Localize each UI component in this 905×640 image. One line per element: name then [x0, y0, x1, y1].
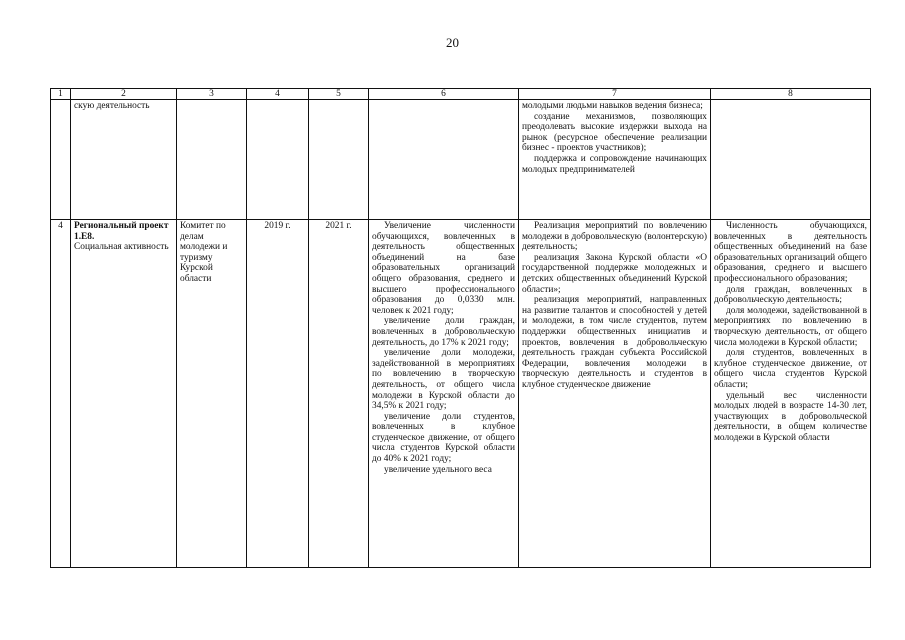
cell-measures	[519, 220, 711, 568]
indicator-item: удельный вес численности молодых людей в возрасте 14-30 лет, участвующих в добровольческой деятельности, в общем количестве молодежи в Курской области	[714, 390, 867, 443]
result-item: увеличение доли граждан, вовлеченных в добровольческую деятельность, до 17% к 2021 году;	[372, 316, 515, 348]
project-title: Региональный проект 1.Е8.	[74, 221, 169, 242]
header-cell-3: 3	[177, 89, 247, 100]
indicator-item: доля граждан, вовлеченных в добровольческую деятельность;	[714, 284, 867, 306]
result-item: увеличение удельного веса	[384, 464, 492, 475]
header-cell-1: 1	[51, 89, 71, 100]
indicator-item: Численность обучающихся, вовлеченных в деятельность общественных объединений на базе образовательных организаций общего образования, среднего и высшего профессионального образования;	[714, 221, 867, 284]
result-item: увеличение доли молодежи, задействованной в мероприятиях по вовлечению в творческую деятельность, от общего числа молодежи в Курской области до 34,5% к 2021 году;	[372, 348, 515, 412]
measure-item: создание механизмов, позволяющих преодолевать высокие издержки выхода на рынок (ресурсное обеспечение реализации бизнес - проектов участников);	[522, 111, 707, 154]
cell-expected-results	[369, 100, 519, 220]
header-cell-8: 8	[711, 89, 871, 100]
cell-number: 4	[51, 220, 71, 568]
measure-item: Реализация мероприятий по вовлечению молодежи в добровольческую (волонтерскую) деятельность;	[522, 221, 707, 253]
indicator-item: доля студентов, вовлеченных в клубное студенческое движение, от общего числа студентов Курской области;	[714, 348, 867, 390]
cell-responsible	[177, 100, 247, 220]
cell-expected-results	[369, 220, 519, 568]
cell-project-name: скую деятельность	[71, 100, 177, 220]
cell-end-year: 2021 г.	[309, 220, 369, 568]
header-cell-2: 2	[71, 89, 177, 100]
measure-item: реализация Закона Курской области «О государственной поддержке молодежных и детских общественных объединений Курской области»;	[522, 252, 707, 295]
table-header-row	[51, 89, 871, 100]
cell-end-year	[309, 100, 369, 220]
cell-start-year	[247, 100, 309, 220]
table-row	[51, 220, 871, 568]
cell-measures	[519, 100, 711, 220]
header-cell-5: 5	[309, 89, 369, 100]
page-number: 20	[446, 35, 459, 50]
project-subtitle: Социальная активность	[74, 242, 169, 253]
cell-project-name	[71, 220, 177, 568]
cell-responsible: Комитет по делам молодежи и туризму Курской области	[177, 220, 247, 568]
measure-item: реализация мероприятий, направленных на развитие талантов и способностей у детей и молодежи, в том числе студентов, путем поддержки общественных инициатив и проектов, вовлечения в добровольческую деятельность граждан субъекта Российской Федерации, вовлечения молодежи в творческую деятельность и студентов в клубное студенческое движение	[522, 295, 707, 390]
header-cell-6: 6	[369, 89, 519, 100]
cell-start-year: 2019 г.	[247, 220, 309, 568]
result-item: Увеличение численности обучающихся, вовлеченных в деятельность общественных объединений на базе образовательных организаций общего образования, среднего и высшего профессионального образования до 0,0330 млн. человек к 2021 году;	[372, 221, 515, 316]
result-item: увеличение доли студентов, вовлеченных в клубное студенческое движение, от общего числа студентов Курской области до 40% к 2021 году;	[372, 411, 515, 465]
cell-indicators	[711, 100, 871, 220]
measure-item: молодыми людьми навыков ведения бизнеса;	[522, 101, 703, 111]
document-table	[50, 88, 871, 568]
measure-item: поддержка и сопровождение начинающих молодых предпринимателей	[522, 153, 707, 175]
indicator-item: доля молодежи, задействованной в мероприятиях по вовлечению в творческую деятельность, от общего числа молодежи в Курской области;	[714, 305, 867, 348]
cell-number	[51, 100, 71, 220]
cell-indicators	[711, 220, 871, 568]
header-cell-4: 4	[247, 89, 309, 100]
header-cell-7: 7	[519, 89, 711, 100]
table-row	[51, 100, 871, 220]
